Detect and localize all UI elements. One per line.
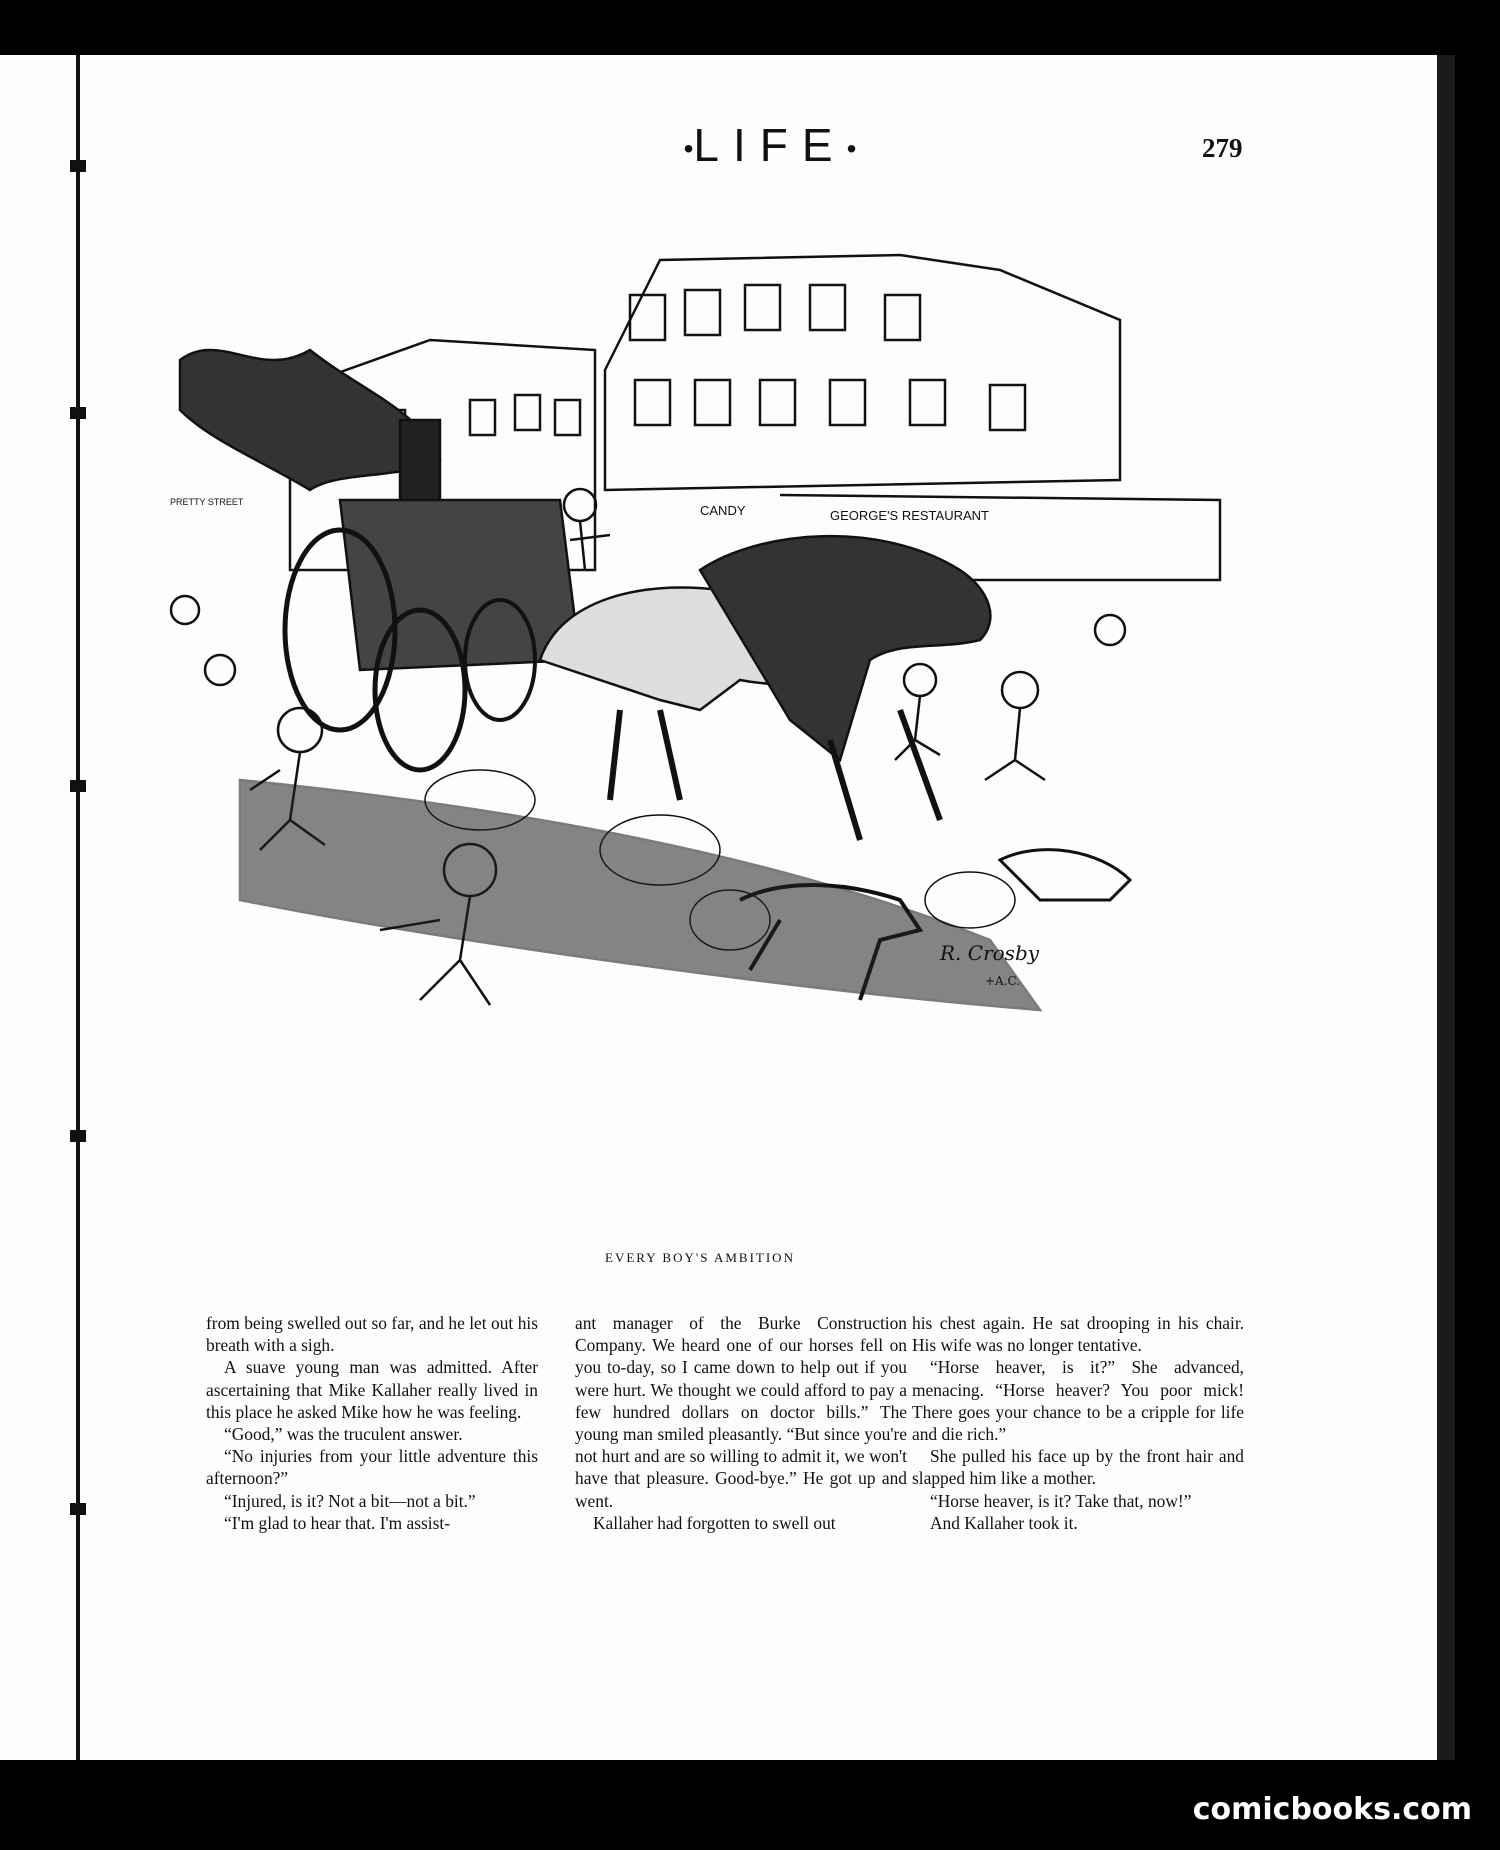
street-sign: PRETTY STREET: [170, 497, 244, 507]
road-shadow: [240, 780, 1040, 1010]
artist-initials: +A.C.: [985, 974, 1021, 988]
driver-boy: [564, 489, 610, 570]
paragraph: Kallaher had forgotten to swell out: [593, 1512, 836, 1533]
artist-signature: R. Crosby: [940, 941, 1040, 965]
spine-rivet: [70, 407, 86, 419]
spine-rivet: [70, 780, 86, 792]
paragraph: And Kallaher took it.: [930, 1512, 1078, 1533]
magazine-title: •LIFE•: [683, 119, 857, 171]
illustration-caption: EVERY BOY'S AMBITION: [605, 1250, 795, 1265]
right-building: [605, 255, 1120, 490]
paragraph: ant manager of the Burke Construction Company. We heard one of our horses fell on you to-day, so I came down to help out if you were hurt. We thought we could afford to pay a few hundred dollars on doctor bills.” The young man smiled pleasantly. “But since you're not hurt and are so willing to admit it, we won't have that pleasure. Good-bye.” He got up and went.: [575, 1313, 907, 1511]
paragraph: from being swelled out so far, and he let out his breath with a sigh.: [206, 1313, 538, 1356]
paragraph: “Good,” was the truculent answer.: [224, 1424, 463, 1445]
paragraph: A suave young man was admitted. After ascertaining that Mike Kallaher really lived in this place he asked Mike how he was feeling.: [206, 1357, 538, 1422]
paragraph: “Horse heaver, is it? Take that, now!”: [930, 1490, 1192, 1511]
spine-rivet: [70, 1503, 86, 1515]
text-column-3: [912, 1312, 1244, 1534]
spine-rivet: [70, 1130, 86, 1142]
page-number: 279: [1202, 133, 1243, 163]
spine-rivet: [70, 160, 86, 172]
paragraph: She pulled his face up by the front hair and slapped him like a mother.: [912, 1446, 1244, 1489]
site-watermark: comicbooks.com: [1192, 1792, 1472, 1827]
paragraph: “I'm glad to hear that. I'm assist-: [224, 1512, 451, 1533]
fire-engine-illustration: [140, 240, 1265, 1240]
horses: [540, 536, 990, 840]
text-column-1: [206, 1312, 538, 1534]
text-column-2: [575, 1312, 907, 1534]
paragraph: “No injuries from your little adventure this afternoon?”: [206, 1446, 538, 1489]
restaurant-sign: GEORGE'S RESTAURANT: [830, 508, 989, 523]
paragraph: his chest again. He sat drooping in his chair. His wife was no longer tentative.: [912, 1313, 1244, 1356]
page-edge-shadow: [1437, 55, 1455, 1760]
paragraph: “Horse heaver, is it?” She advanced, menacing. “Horse heaver? You poor mick! There goes your chance to be a cripple for life and die rich.”: [912, 1357, 1244, 1445]
paragraph: “Injured, is it? Not a bit—not a bit.”: [224, 1490, 476, 1511]
candy-sign: CANDY: [700, 503, 746, 518]
